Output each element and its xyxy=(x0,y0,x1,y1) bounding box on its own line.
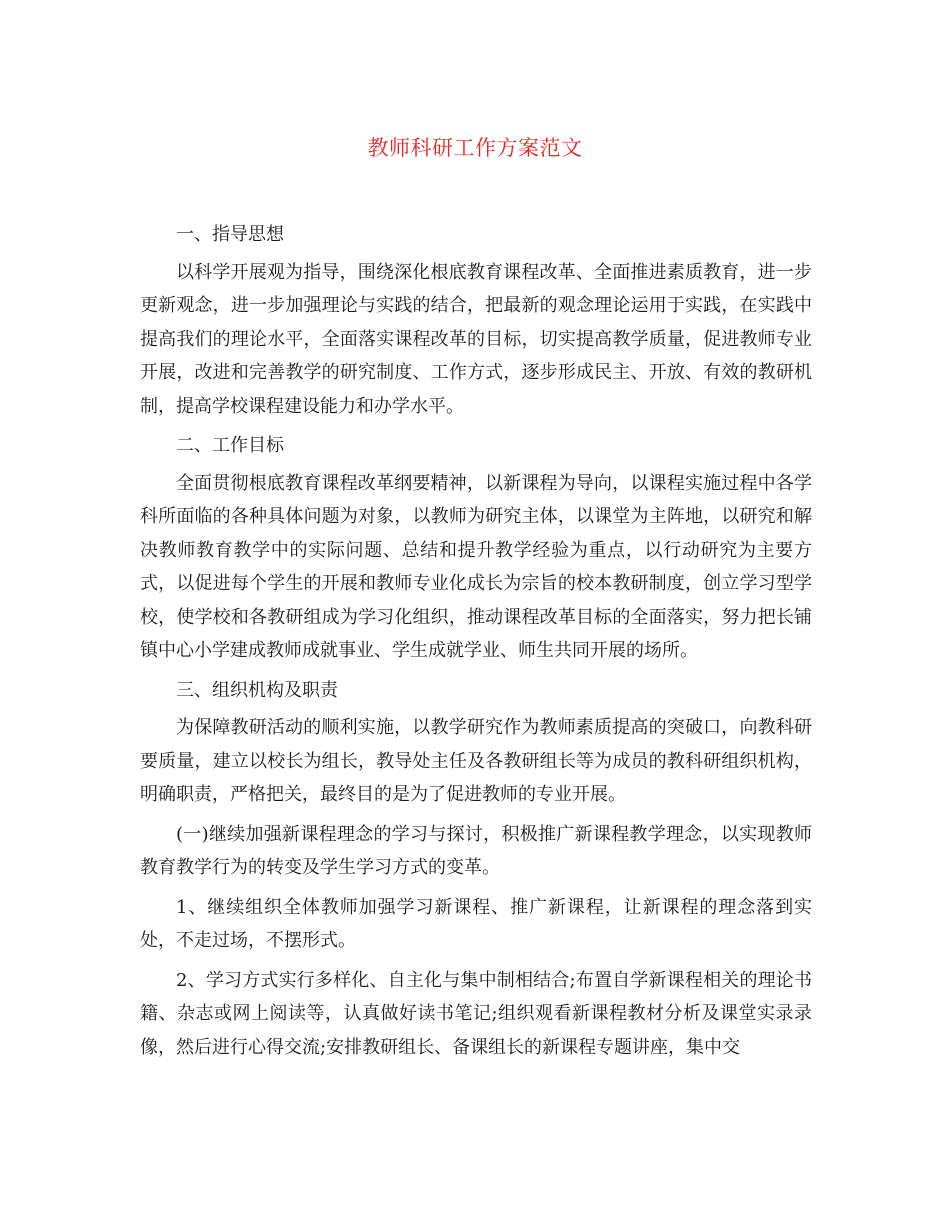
document-title: 教师科研工作方案范文 xyxy=(367,136,583,160)
section-heading-work-goals: 二、工作目标 xyxy=(176,435,284,456)
section-heading-organization: 三、组织机构及职责 xyxy=(176,679,338,701)
section-heading-guiding-ideology: 一、指导思想 xyxy=(176,224,284,245)
paragraph: 2、学习方式实行多样化、自主化与集中制相结合;布置自学新课程相关的理论书籍、杂志或网上阅读等，认真做好读书笔记;组织观看新课程教材分析及课堂实录录像，然后进行心得交流;安排教研组长、备课组长的新课程专题讲座，集中交 xyxy=(140,969,812,1058)
paragraph: 全面贯彻根底教育课程改革纲要精神，以新课程为导向，以课程实施过程中各学科所面临的各种具体问题为对象，以教师为研究主体，以课堂为主阵地，以研究和解决教师教育教学中的实际问题、总结和提升教学经验为重点，以行动研究为主要方式，以促进每个学生的开展和教师专业化成长为宗旨的校本教研制度，创立学习型学校，使学校和各教研组成为学习化组织，推动课程改革目标的全面落实，努力把长铺镇中心小学建成教师成就事业、学生成就学业、师生共同开展的场所。 xyxy=(140,472,812,661)
document-body xyxy=(140,218,812,1070)
paragraph: 为保障教研活动的顺利实施，以教学研究作为教师素质提高的突破口，向教科研要质量，建立以校长为组长，教导处主任及各教研组长等为成员的教科研组织机构，明确职责，严格把关，最终目的是为了促进教师的专业开展。 xyxy=(140,717,812,805)
paragraph: (一)继续加强新课程理念的学习与探讨，积极推广新课程教学理念，以实现教师教育教学行为的转变及学生学习方式的变革。 xyxy=(140,823,812,878)
paragraph: 以科学开展观为指导，围绕深化根底教育课程改革、全面推进素质教育，进一步更新观念，进一步加强理论与实践的结合，把最新的观念理论运用于实践，在实践中提高我们的理论水平，全面落实课程改革的目标，切实提高教学质量，促进教师专业开展，改进和完善教学的研究制度、工作方式，逐步形成民主、开放、有效的教研机制，提高学校课程建设能力和办学水平。 xyxy=(140,261,812,417)
paragraph: 1、继续组织全体教师加强学习新课程、推广新课程，让新课程的理念落到实处，不走过场，不摆形式。 xyxy=(140,896,812,951)
